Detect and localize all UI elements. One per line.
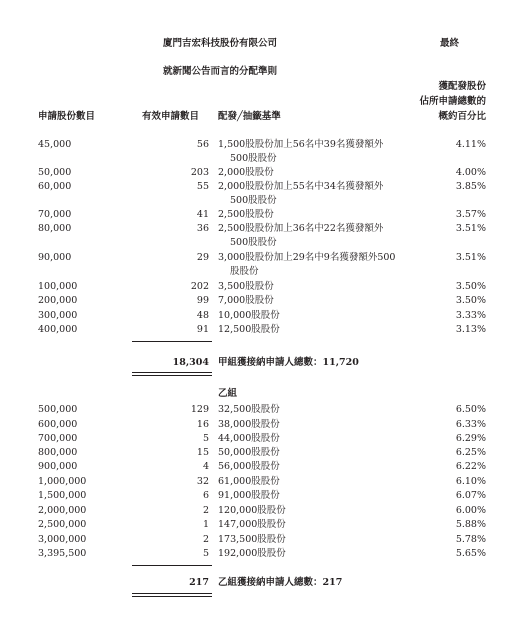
allocation-basis-cell: 1,500股股份加上56名中39名獲發額外 bbox=[218, 139, 384, 150]
valid-applications-cell: 6 bbox=[202, 490, 209, 501]
allocation-percentage-cell: 6.07% bbox=[455, 490, 486, 501]
group-a-subtotal-rule bbox=[132, 341, 212, 342]
group-a-total-rule-2 bbox=[132, 375, 212, 376]
allocation-percentage-cell: 4.11% bbox=[455, 139, 486, 150]
allocation-percentage-cell: 3.50% bbox=[455, 295, 486, 306]
valid-applications-cell: 2 bbox=[202, 534, 209, 545]
shares-applied-cell: 800,000 bbox=[38, 447, 78, 458]
group-b-total-count: 217 bbox=[189, 577, 209, 588]
allocation-percentage-cell: 6.25% bbox=[455, 447, 486, 458]
group-b-total-text: 乙組獲接納申請人總數：217 bbox=[218, 577, 343, 588]
shares-applied-cell: 2,500,000 bbox=[38, 519, 87, 530]
valid-applications-cell: 36 bbox=[196, 223, 209, 234]
allocation-percentage-cell: 3.57% bbox=[455, 209, 486, 220]
allocation-basis-cell: 2,500股股份 bbox=[218, 209, 274, 220]
allocation-basis-cell: 3,000股股份加上29名中9名獲發額外500 bbox=[218, 252, 396, 263]
allocation-percentage-cell: 3.85% bbox=[455, 181, 486, 192]
shares-applied-cell: 900,000 bbox=[38, 461, 78, 472]
header-shares-applied: 申請股份數目 bbox=[38, 111, 96, 122]
allocation-basis-cell: 56,000股股份 bbox=[218, 461, 280, 472]
group-a-total-text: 甲組獲接納申請人總數：11,720 bbox=[218, 357, 359, 368]
shares-applied-cell: 70,000 bbox=[38, 209, 72, 220]
shares-applied-cell: 200,000 bbox=[38, 295, 78, 306]
valid-applications-cell: 41 bbox=[196, 209, 209, 220]
shares-applied-cell: 3,395,500 bbox=[38, 548, 87, 559]
allocation-basis-cell: 50,000股股份 bbox=[218, 447, 280, 458]
allocation-percentage-cell: 3.13% bbox=[455, 324, 486, 335]
allocation-percentage-cell: 5.88% bbox=[455, 519, 486, 530]
valid-applications-cell: 56 bbox=[196, 139, 209, 150]
valid-applications-cell: 32 bbox=[196, 476, 209, 487]
shares-applied-cell: 700,000 bbox=[38, 433, 78, 444]
valid-applications-cell: 48 bbox=[196, 310, 209, 321]
valid-applications-cell: 2 bbox=[202, 505, 209, 516]
shares-applied-cell: 1,000,000 bbox=[38, 476, 87, 487]
allocation-basis-cell: 2,500股股份加上36名中22名獲發額外 bbox=[218, 223, 384, 234]
allocation-basis-cell: 2,000股股份 bbox=[218, 167, 274, 178]
allocation-basis-continuation: 500股股份 bbox=[230, 153, 277, 164]
valid-applications-cell: 5 bbox=[202, 433, 209, 444]
shares-applied-cell: 1,500,000 bbox=[38, 490, 87, 501]
valid-applications-cell: 203 bbox=[190, 167, 209, 178]
allocation-percentage-cell: 3.51% bbox=[455, 223, 486, 234]
header-valid-applications: 有效申請數目 bbox=[142, 111, 200, 122]
group-b-label: 乙組 bbox=[218, 388, 238, 399]
valid-applications-cell: 4 bbox=[202, 461, 209, 472]
group-b-subtotal-rule bbox=[132, 565, 212, 566]
header-pct-line3: 概約百分比 bbox=[438, 111, 486, 122]
allocation-basis-cell: 91,000股股份 bbox=[218, 490, 280, 501]
group-b-total-rule-2 bbox=[132, 596, 212, 597]
shares-applied-cell: 90,000 bbox=[38, 252, 72, 263]
shares-applied-cell: 60,000 bbox=[38, 181, 72, 192]
shares-applied-cell: 500,000 bbox=[38, 404, 78, 415]
shares-applied-cell: 3,000,000 bbox=[38, 534, 87, 545]
allocation-percentage-cell: 6.33% bbox=[455, 419, 486, 430]
allocation-basis-continuation: 股股份 bbox=[230, 266, 259, 277]
allocation-basis-continuation: 500股股份 bbox=[230, 237, 277, 248]
header-pct-line1: 獲配發股份 bbox=[438, 81, 486, 92]
document-status: 最終 bbox=[440, 38, 460, 49]
header-basis: 配發╱抽籤基準 bbox=[218, 111, 281, 122]
allocation-percentage-cell: 5.78% bbox=[455, 534, 486, 545]
allocation-percentage-cell: 4.00% bbox=[455, 167, 486, 178]
allocation-basis-cell: 38,000股股份 bbox=[218, 419, 280, 430]
shares-applied-cell: 600,000 bbox=[38, 419, 78, 430]
allocation-basis-cell: 61,000股股份 bbox=[218, 476, 280, 487]
allocation-basis-cell: 147,000股股份 bbox=[218, 519, 286, 530]
valid-applications-cell: 15 bbox=[196, 447, 209, 458]
allocation-percentage-cell: 6.10% bbox=[455, 476, 486, 487]
valid-applications-cell: 55 bbox=[196, 181, 209, 192]
valid-applications-cell: 5 bbox=[202, 548, 209, 559]
allocation-basis-cell: 7,000股股份 bbox=[218, 295, 274, 306]
valid-applications-cell: 1 bbox=[202, 519, 209, 530]
allocation-basis-continuation: 500股股份 bbox=[230, 195, 277, 206]
group-b-total-rule-1 bbox=[132, 593, 212, 594]
allocation-percentage-cell: 6.50% bbox=[455, 404, 486, 415]
valid-applications-cell: 99 bbox=[196, 295, 209, 306]
group-a-total-rule-1 bbox=[132, 372, 212, 373]
valid-applications-cell: 16 bbox=[196, 419, 209, 430]
allocation-basis-cell: 192,000股股份 bbox=[218, 548, 286, 559]
section-subtitle: 就新聞公告而言的分配準則 bbox=[163, 66, 278, 77]
allocation-percentage-cell: 6.29% bbox=[455, 433, 486, 444]
shares-applied-cell: 300,000 bbox=[38, 310, 78, 321]
valid-applications-cell: 202 bbox=[190, 281, 209, 292]
allocation-basis-cell: 32,500股股份 bbox=[218, 404, 280, 415]
shares-applied-cell: 400,000 bbox=[38, 324, 78, 335]
allocation-basis-cell: 2,000股股份加上55名中34名獲發額外 bbox=[218, 181, 384, 192]
allocation-percentage-cell: 6.22% bbox=[455, 461, 486, 472]
allocation-basis-cell: 3,500股股份 bbox=[218, 281, 274, 292]
allocation-basis-cell: 120,000股股份 bbox=[218, 505, 286, 516]
valid-applications-cell: 129 bbox=[190, 404, 209, 415]
shares-applied-cell: 50,000 bbox=[38, 167, 72, 178]
valid-applications-cell: 29 bbox=[196, 252, 209, 263]
shares-applied-cell: 100,000 bbox=[38, 281, 78, 292]
allocation-basis-cell: 12,500股股份 bbox=[218, 324, 280, 335]
shares-applied-cell: 2,000,000 bbox=[38, 505, 87, 516]
company-name: 廈門吉宏科技股份有限公司 bbox=[163, 38, 278, 49]
shares-applied-cell: 80,000 bbox=[38, 223, 72, 234]
group-a-total-count: 18,304 bbox=[172, 357, 209, 368]
valid-applications-cell: 91 bbox=[196, 324, 209, 335]
allocation-percentage-cell: 3.33% bbox=[455, 310, 486, 321]
allocation-percentage-cell: 5.65% bbox=[455, 548, 486, 559]
header-pct-line2: 佔所申請總數的 bbox=[419, 96, 486, 107]
allocation-percentage-cell: 3.50% bbox=[455, 281, 486, 292]
allocation-basis-cell: 10,000股股份 bbox=[218, 310, 280, 321]
allocation-percentage-cell: 3.51% bbox=[455, 252, 486, 263]
allocation-basis-cell: 44,000股股份 bbox=[218, 433, 280, 444]
shares-applied-cell: 45,000 bbox=[38, 139, 72, 150]
allocation-percentage-cell: 6.00% bbox=[455, 505, 486, 516]
allocation-basis-cell: 173,500股股份 bbox=[218, 534, 286, 545]
